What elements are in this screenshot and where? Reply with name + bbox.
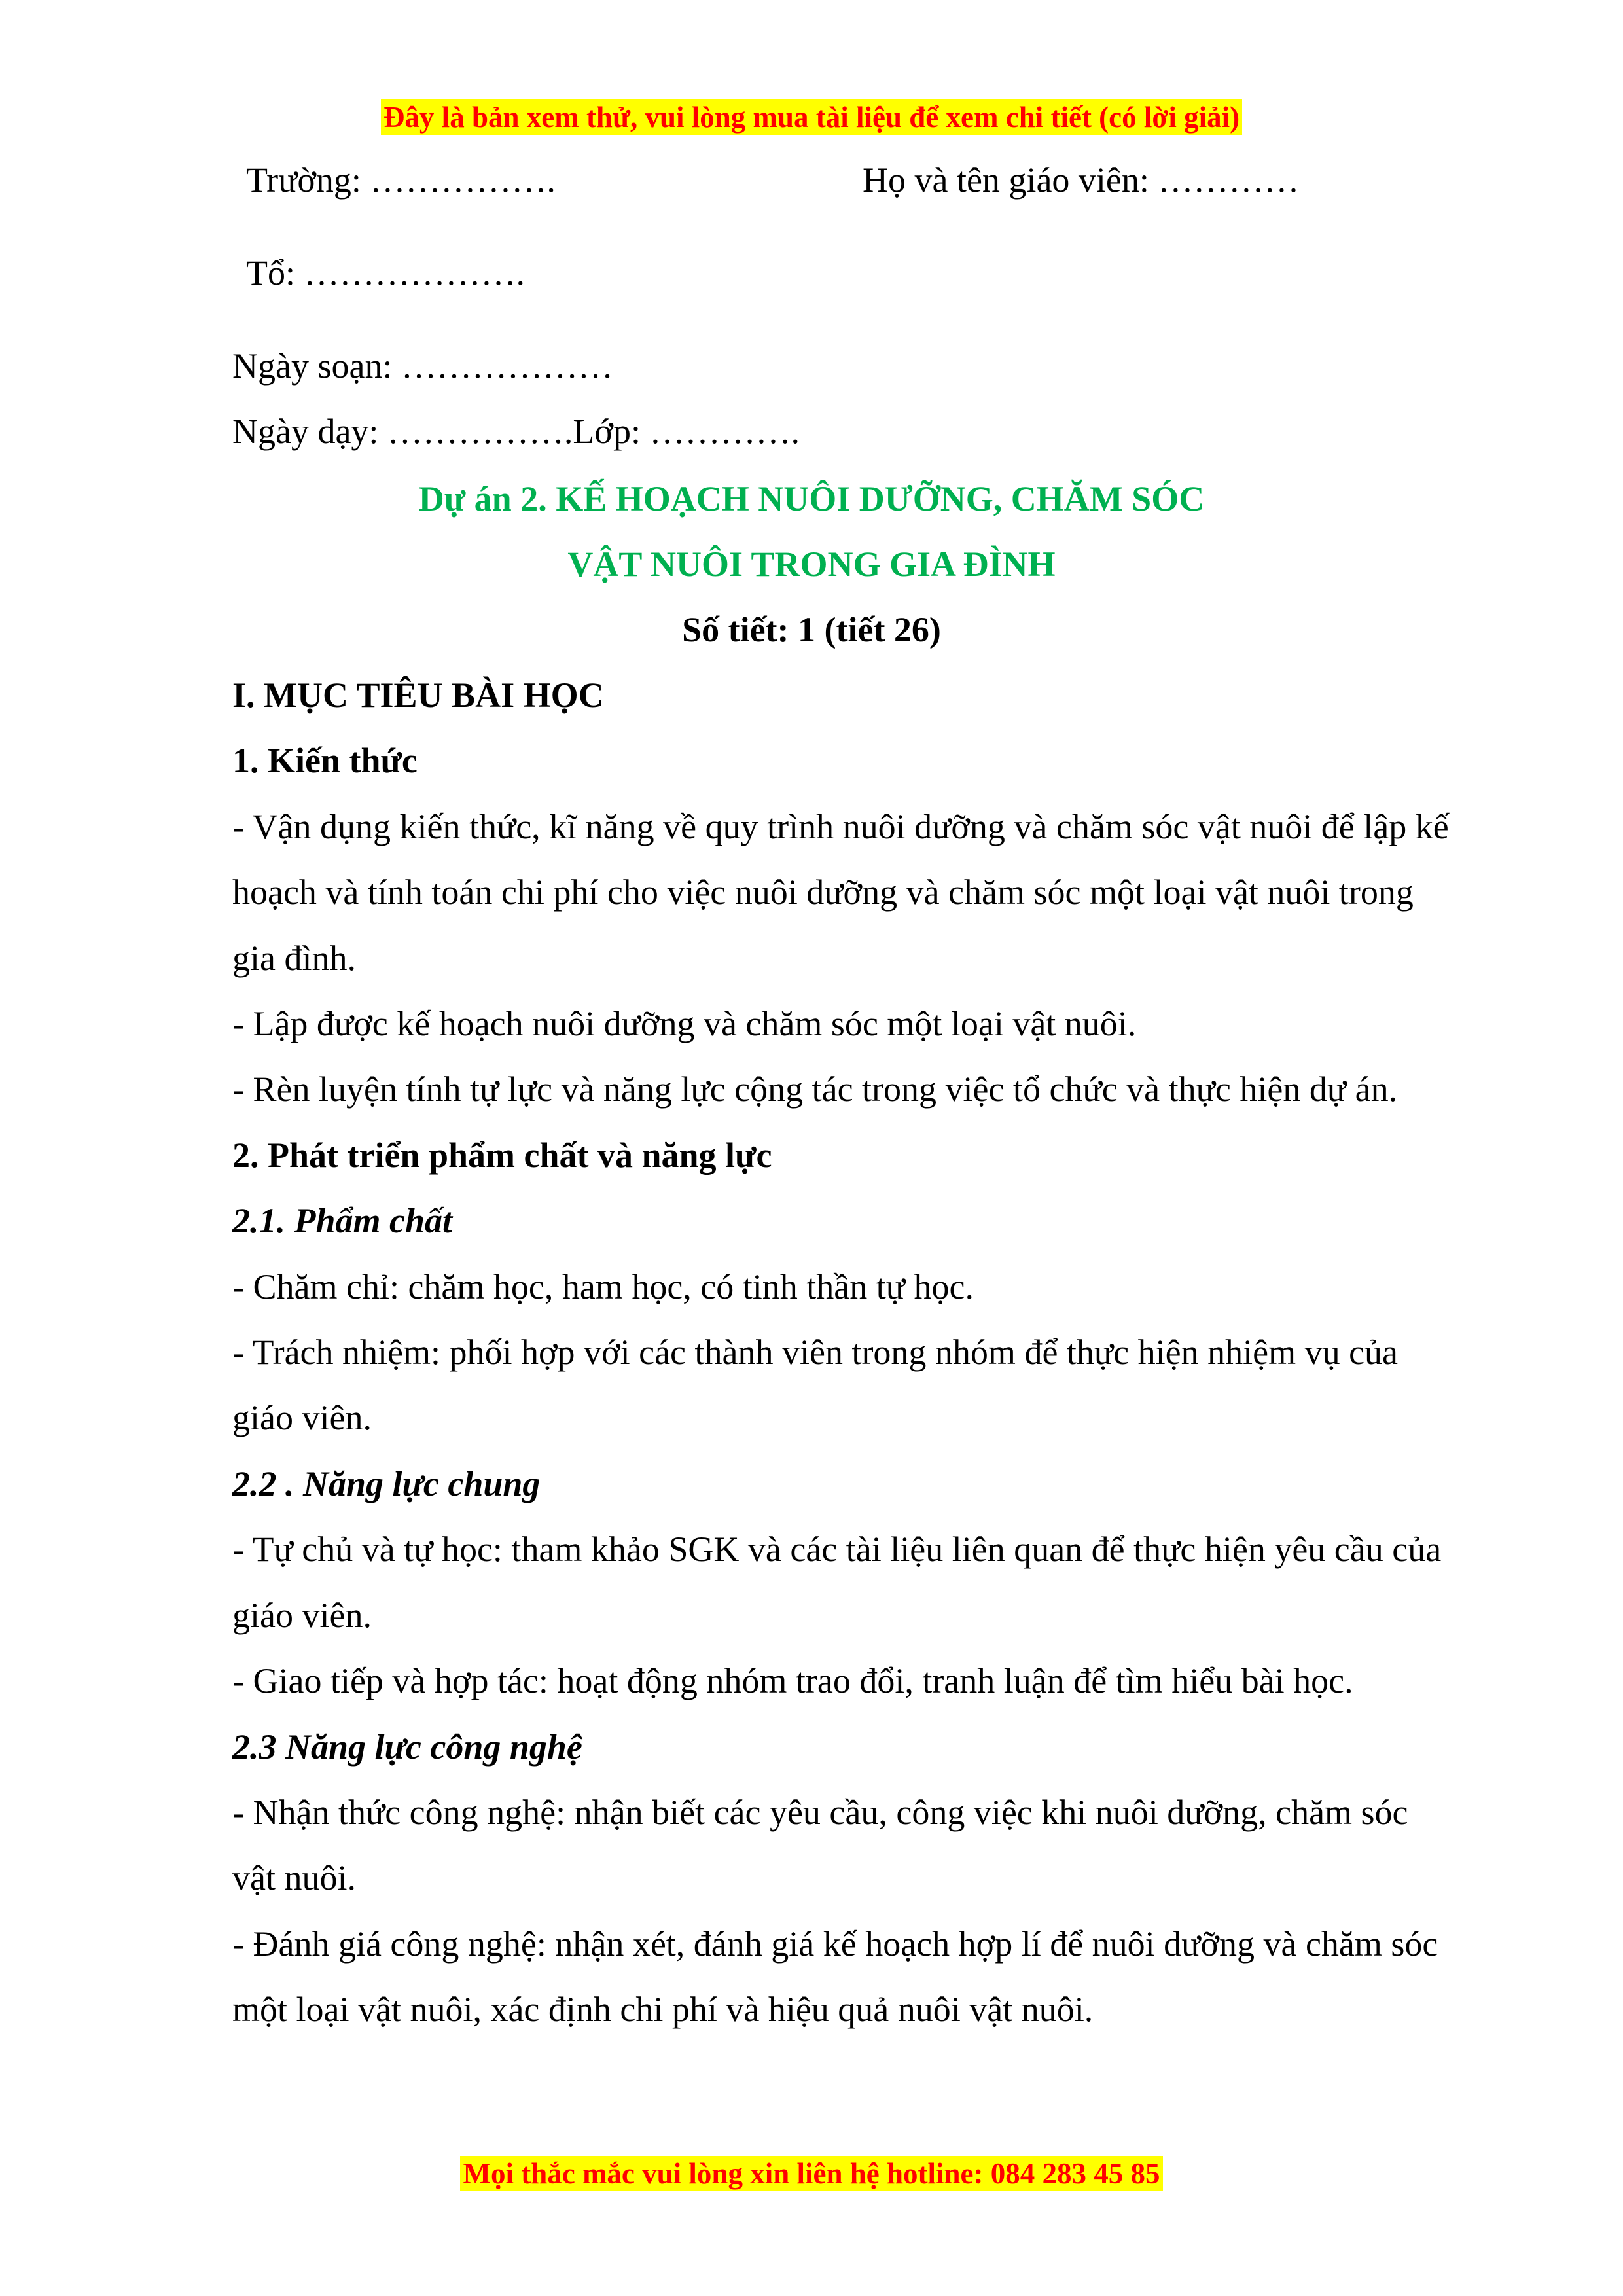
knowledge-item: - Vận dụng kiến thức, kĩ năng về quy trình nuôi dưỡng và chăm sóc vật nuôi để lập kế hoạch và tính toán chi phí cho việc nuôi dưỡng và chăm sóc một loại vật nuôi trong gia đình. [232, 806, 1449, 978]
knowledge-item: - Lập được kế hoạch nuôi dưỡng và chăm sóc một loại vật nuôi. [232, 1004, 1137, 1044]
qualities-item: - Trách nhiệm: phối hợp với các thành viên trong nhóm để thực hiện nhiệm vụ của giáo viên. [232, 1333, 1399, 1438]
teacher-name-field: Họ và tên giáo viên: ………… [863, 160, 1300, 200]
prep-date-field: Ngày soạn: ……………… [232, 346, 613, 386]
teach-date-field: Ngày dạy: …………….Lớp: …………. [232, 412, 800, 451]
qualities-heading: 2.1. Phẩm chất [232, 1201, 453, 1241]
project-title-line-1: Dự án 2. KẾ HOẠCH NUÔI DƯỠNG, CHĂM SÓC [418, 479, 1205, 518]
preview-notice-banner [0, 97, 1623, 137]
general-competence-heading: 2.2 . Năng lực chung [232, 1463, 541, 1503]
hotline-text: Mọi thắc mắc vui lòng xin liên hệ hotline: 084 283 45 85 [460, 2156, 1162, 2191]
tech-competence-item: - Nhận thức công nghệ: nhận biết các yêu cầu, công việc khi nuôi dưỡng, chăm sóc vật nuôi. [232, 1792, 1408, 1898]
lesson-count: Số tiết: 1 (tiết 26) [682, 610, 941, 649]
qualities-item: - Chăm chỉ: chăm học, ham học, có tinh thần tự học. [232, 1266, 974, 1306]
knowledge-item: - Rèn luyện tính tự lực và năng lực cộng tác trong việc tổ chức và thực hiện dự án. [232, 1069, 1398, 1109]
general-competence-item: - Tự chủ và tự học: tham khảo SGK và các tài liệu liên quan để thực hiện yêu cầu của giáo viên. [232, 1530, 1442, 1635]
objectives-heading: I. MỤC TIÊU BÀI HỌC [232, 675, 604, 715]
lesson-content [232, 662, 1450, 2043]
group-field: Tổ: ………………. [246, 253, 525, 293]
preview-notice-text: Đây là bản xem thử, vui lòng mua tài liệu để xem chi tiết (có lời giải) [381, 99, 1242, 135]
tech-competence-item: - Đánh giá công nghệ: nhận xét, đánh giá kế hoạch hợp lí để nuôi dưỡng và chăm sóc một loại vật nuôi, xác định chi phí và hiệu quả nuôi vật nuôi. [232, 1924, 1438, 2030]
tech-competence-heading: 2.3 Năng lực công nghệ [232, 1727, 582, 1767]
development-heading: 2. Phát triển phẩm chất và năng lực [232, 1135, 772, 1175]
school-field: Trường: ……………. [246, 160, 556, 200]
general-competence-item: - Giao tiếp và hợp tác: hoạt động nhóm trao đổi, tranh luận để tìm hiểu bài học. [232, 1661, 1353, 1701]
hotline-banner [0, 2153, 1623, 2194]
project-title-line-2: VẬT NUÔI TRONG GIA ĐÌNH [567, 545, 1056, 584]
knowledge-heading: 1. Kiến thức [232, 741, 418, 781]
